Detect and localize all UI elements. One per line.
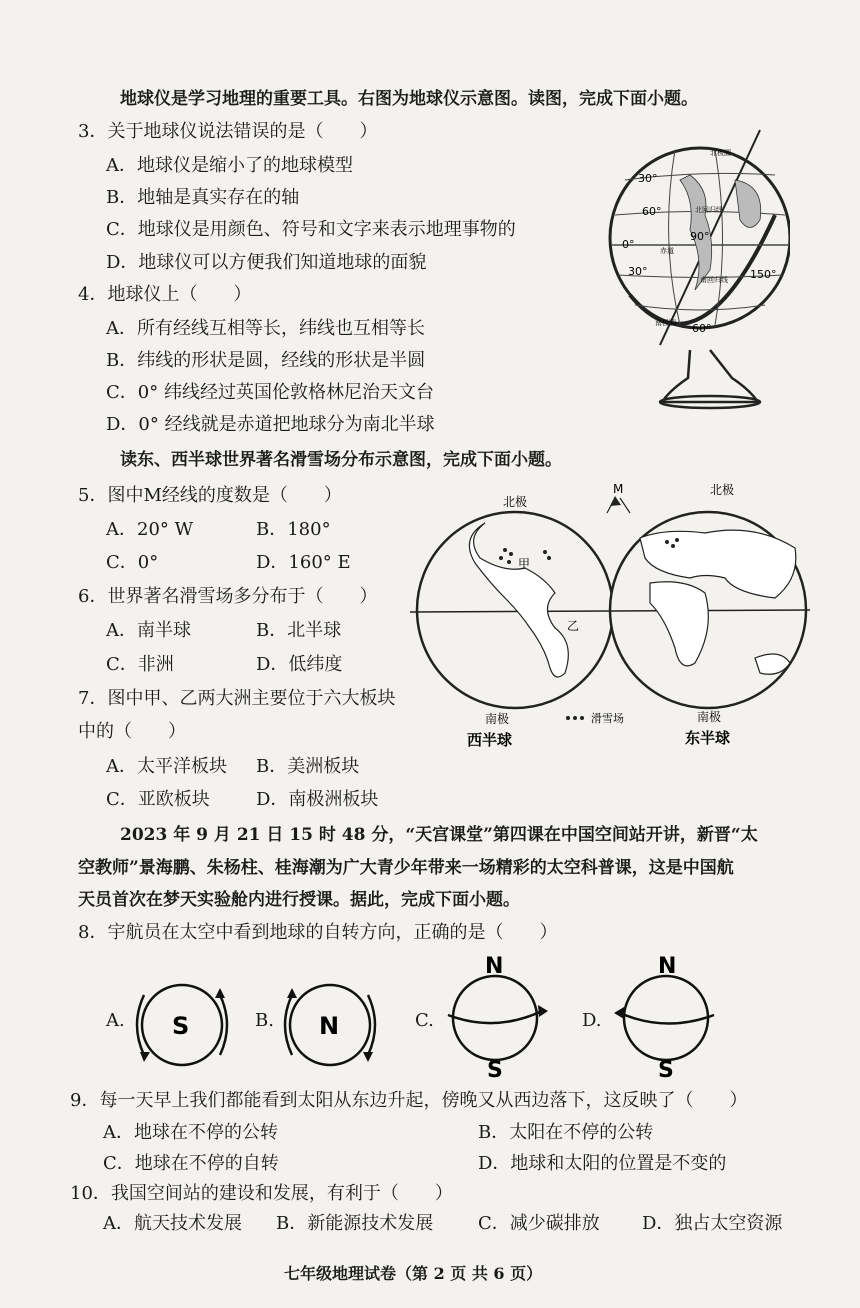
q8-c-top: N bbox=[485, 955, 504, 979]
q8-diagram-b bbox=[278, 980, 388, 1070]
q4-option-c[interactable]: C．0° 纬线经过英国伦敦格林尼治天文台 bbox=[106, 382, 434, 403]
q5-option-a[interactable]: A．20° W bbox=[106, 519, 194, 540]
q10-stem: 10．我国空间站的建设和发展，有利于（ ） bbox=[70, 1183, 453, 1204]
globe-label-tropic-n: 北回归线 bbox=[695, 206, 723, 214]
q9-stem: 9．每一天早上我们都能看到太阳从东边升起，傍晚又从西边落下，这反映了（ ） bbox=[70, 1090, 748, 1111]
q6-option-c[interactable]: C．非洲 bbox=[106, 654, 174, 675]
west-south-pole: 南极 bbox=[485, 712, 510, 726]
intro-hemispheres: 读东、西半球世界著名滑雪场分布示意图，完成下面小题。 bbox=[120, 450, 562, 470]
q9-option-a[interactable]: A．地球在不停的公转 bbox=[103, 1122, 278, 1143]
east-hemisphere-label: 东半球 bbox=[685, 729, 731, 747]
globe-label-s60: 60° bbox=[692, 322, 712, 335]
q8-b-pole: N bbox=[319, 1012, 340, 1040]
globe-label-tropic-s: 南回归线 bbox=[700, 276, 728, 284]
q5-option-d[interactable]: D．160° E bbox=[256, 552, 351, 573]
globe-label-0: 0° bbox=[622, 238, 635, 251]
q7-stem-line2: 中的（ ） bbox=[78, 721, 186, 742]
q7-option-d[interactable]: D．南极洲板块 bbox=[256, 789, 379, 810]
globe-label-lat60: 60° bbox=[642, 205, 662, 218]
legend-ski-label: 滑雪场 bbox=[591, 712, 624, 725]
intro-space-line3: 天员首次在梦天实验舱内进行授课。据此，完成下面小题。 bbox=[78, 890, 520, 910]
q8-stem: 8．宇航员在太空中看到地球的自转方向，正确的是（ ） bbox=[78, 922, 558, 943]
globe-label-90: 90° bbox=[690, 230, 710, 243]
q5-option-b[interactable]: B．180° bbox=[256, 519, 331, 540]
q6-option-d[interactable]: D．低纬度 bbox=[256, 654, 343, 675]
q8-d-top: N bbox=[658, 955, 677, 979]
q10-option-b[interactable]: B．新能源技术发展 bbox=[276, 1213, 434, 1234]
q4-stem: 4．地球仪上（ ） bbox=[78, 284, 252, 305]
q10-option-c[interactable]: C．减少碳排放 bbox=[478, 1213, 600, 1234]
page-footer: 七年级地理试卷（第 2 页 共 6 页） bbox=[284, 1264, 543, 1283]
globe-label-antarctic: 南极圈 bbox=[655, 319, 676, 327]
yi-label: 乙 bbox=[567, 619, 580, 633]
hemispheres-figure bbox=[405, 478, 815, 753]
globe-label-equator: 赤道 bbox=[660, 247, 674, 255]
q6-option-b[interactable]: B．北半球 bbox=[256, 620, 342, 641]
q4-option-d[interactable]: D．0° 经线就是赤道把地球分为南北半球 bbox=[106, 414, 435, 435]
q10-option-a[interactable]: A．航天技术发展 bbox=[103, 1213, 242, 1234]
q8-d-bottom: S bbox=[658, 1058, 674, 1080]
legend-ski-icon bbox=[566, 716, 584, 720]
q5-stem: 5．图中M经线的度数是（ ） bbox=[78, 485, 342, 506]
east-south-pole: 南极 bbox=[697, 710, 722, 724]
q7-option-a[interactable]: A．太平洋板块 bbox=[106, 756, 227, 777]
globe-stand bbox=[662, 350, 758, 402]
q9-option-c[interactable]: C．地球在不停的自转 bbox=[103, 1153, 279, 1174]
q6-option-a[interactable]: A．南半球 bbox=[106, 620, 191, 641]
q9-option-b[interactable]: B．太阳在不停的公转 bbox=[478, 1122, 654, 1143]
intro-globe: 地球仪是学习地理的重要工具。右图为地球仪示意图。读图，完成下面小题。 bbox=[120, 89, 698, 109]
western-hemisphere bbox=[417, 512, 613, 708]
q7-option-b[interactable]: B．美洲板块 bbox=[256, 756, 360, 777]
intro-space-line2: 空教师”景海鹏、朱杨柱、桂海潮为广大青少年带来一场精彩的太空科普课，这是中国航 bbox=[78, 858, 734, 878]
q3-stem: 3．关于地球仪说法错误的是（ ） bbox=[78, 121, 378, 142]
globe-label-150: 150° bbox=[750, 268, 777, 281]
q3-option-a[interactable]: A．地球仪是缩小了的地球模型 bbox=[106, 155, 353, 176]
q8-option-c[interactable]: C. bbox=[415, 1010, 434, 1031]
q4-option-a[interactable]: A．所有经线互相等长，纬线也互相等长 bbox=[106, 318, 425, 339]
q5-option-c[interactable]: C．0° bbox=[106, 552, 159, 573]
q3-option-c[interactable]: C．地球仪是用颜色、符号和文字来表示地理事物的 bbox=[106, 219, 516, 240]
intro-space-line1: 2023 年 9 月 21 日 15 时 48 分，“天宫课堂”第四课在中国空间站开讲，新晋“太 bbox=[120, 825, 758, 845]
jia-label: 甲 bbox=[518, 557, 531, 571]
q8-c-bottom: S bbox=[487, 1058, 503, 1080]
q8-option-a[interactable]: A. bbox=[106, 1010, 125, 1031]
globe-label-s30: 30° bbox=[628, 265, 648, 278]
q8-diagram-d bbox=[608, 955, 723, 1080]
q6-stem: 6．世界著名滑雪场多分布于（ ） bbox=[78, 586, 378, 607]
q9-option-d[interactable]: D．地球和太阳的位置是不变的 bbox=[478, 1153, 727, 1174]
q8-option-d[interactable]: D. bbox=[582, 1010, 602, 1031]
q4-option-b[interactable]: B．纬线的形状是圆，经线的形状是半圆 bbox=[106, 350, 426, 371]
q3-option-d[interactable]: D．地球仪可以方便我们知道地球的面貌 bbox=[106, 252, 427, 273]
east-north-pole: 北极 bbox=[710, 483, 735, 497]
globe-label-n60: 30° bbox=[638, 172, 658, 185]
q10-option-d[interactable]: D．独占太空资源 bbox=[642, 1213, 783, 1234]
west-hemisphere-label: 西半球 bbox=[467, 731, 513, 749]
q8-diagram-a bbox=[130, 980, 240, 1070]
m-label: M bbox=[613, 482, 624, 496]
west-north-pole: 北极 bbox=[503, 495, 528, 509]
globe-label-arctic: 北极圈 bbox=[710, 149, 731, 157]
q3-option-b[interactable]: B．地轴是真实存在的轴 bbox=[106, 187, 300, 208]
q8-a-pole: S bbox=[172, 1012, 190, 1040]
globe-figure bbox=[600, 120, 790, 415]
q7-stem-line1: 7．图中甲、乙两大洲主要位于六大板块 bbox=[78, 688, 396, 709]
q8-option-b[interactable]: B. bbox=[255, 1010, 274, 1031]
q8-diagram-c bbox=[440, 955, 555, 1080]
q7-option-c[interactable]: C．亚欧板块 bbox=[106, 789, 210, 810]
